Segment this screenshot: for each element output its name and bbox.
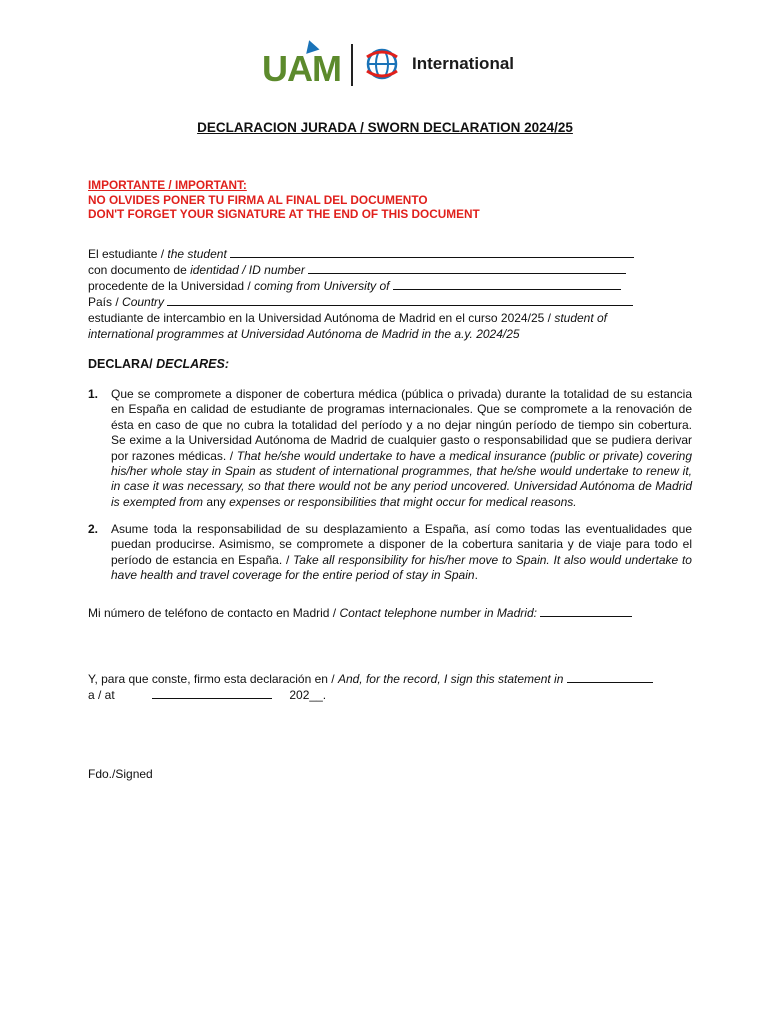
important-heading: IMPORTANTE / IMPORTANT: — [88, 178, 247, 192]
important-notice — [88, 178, 480, 222]
field-country: País / Country — [88, 294, 688, 310]
field-student: El estudiante / the student — [88, 246, 688, 262]
globe-icon — [363, 45, 401, 83]
place-line[interactable] — [567, 671, 653, 683]
university-line[interactable] — [393, 278, 621, 290]
declaration-item-1: 1. Que se compromete a disponer de cobertura médica (pública o privada) durante la totalidad de su estancia en España en calidad de estudiante de programas internacionales. Que se compromete a la renovación de ésta en caso de que no cubra la totalidad del período y a no dejar ningún período de tiempo sin cobertura. Se exime a la Universidad Autónoma de Madrid de cualquier gasto o responsabilidad que se pudiera derivar por razones médicas. / That he/she would undertake to have a medical insurance (public or private) covering his/her whole stay in Spain as student of international programmes, that he/she would undertake to renew it, in case it was necessary, so that there would not be any period uncovered. Universidad Autónoma de Madrid is exempted from any expenses or responsibilities that might occur for medical reasons. — [88, 387, 693, 509]
student-fields — [88, 246, 688, 342]
logo-divider — [351, 44, 353, 86]
important-line-en: DON'T FORGET YOUR SIGNATURE AT THE END OF THIS DOCUMENT — [88, 207, 480, 221]
declaration-item-2: 2. Asume toda la responsabilidad de su desplazamiento a España, así como todas las eventualidades que puedan producirse. Asimismo, se compromete a disponer de la cobertura sanitaria y de viaje para todo el período de estancia en España. / Take all responsibility for his/her move to Spain. It also would undertake to have health and travel coverage for the entire period of stay in Spain. — [88, 522, 692, 583]
important-line-es: NO OLVIDES PONER TU FIRMA AL FINAL DEL DOCUMENTO — [88, 192, 428, 207]
uam-international-logo — [262, 40, 522, 90]
phone-field: Mi número de teléfono de contacto en Madrid / Contact telephone number in Madrid: — [88, 605, 632, 620]
logo-uam-text: UAM — [262, 48, 341, 89]
student-name-line[interactable] — [230, 246, 634, 258]
signature-label: Fdo./Signed — [88, 767, 153, 781]
field-university: procedente de la Universidad / coming from University of — [88, 278, 688, 294]
record-statement: Y, para que conste, firmo esta declaración en / And, for the record, I sign this statement in a / at 202__. — [88, 671, 698, 703]
phone-number-line[interactable] — [540, 605, 632, 617]
field-exchange: estudiante de intercambio en la Universidad Autónoma de Madrid en el curso 2024/25 / student of international programmes at Universidad Autónoma de Madrid in the a.y. 2024/25 — [88, 311, 608, 341]
id-number-line[interactable] — [308, 262, 626, 274]
field-id: con documento de identidad / ID number — [88, 262, 688, 278]
date-line[interactable] — [152, 687, 272, 699]
country-line[interactable] — [167, 294, 633, 306]
document-title: DECLARACION JURADA / SWORN DECLARATION 2024/25 — [197, 120, 573, 135]
declares-heading: DECLARA/ DECLARES: — [88, 357, 229, 371]
logo-international-text: International — [412, 54, 515, 73]
